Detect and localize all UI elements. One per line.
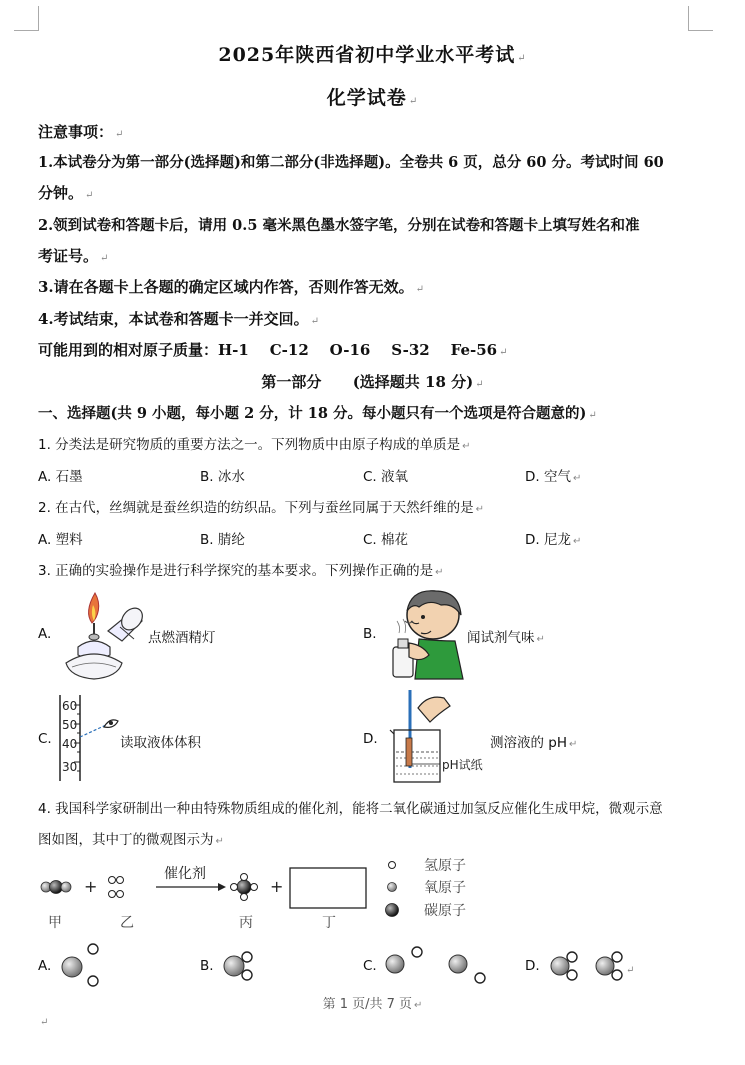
legend-hydrogen: 氢原子 [424, 858, 466, 874]
q1-option-c: C. 液氧 [363, 469, 409, 485]
exam-title-text: 2025年陕西省初中学业水平考试 [218, 44, 516, 66]
part1-heading: 第一部分 (选择题共 18 分) ↵ [261, 373, 484, 391]
q3-option-d-label: D. [363, 731, 378, 747]
plus-sign-2: + [270, 877, 284, 896]
catalyst-label: 催化剂 [164, 866, 206, 882]
notice-item-2: 2.领到试卷和答题卡后，请用 0.5 毫米黑色墨水签字笔，分别在试卷和答题卡上填写姓名和准 [38, 217, 640, 234]
notice-item-3-text: 3.请在各题卡上各题的确定区域内作答，否则作答无效。 [38, 278, 414, 296]
q3-option-c-label: C. [38, 731, 52, 747]
q4-option-c-molecule [383, 940, 493, 990]
q3-option-b-text-span: 闻试剂气味 [467, 630, 535, 646]
q3-option-a-text: 点燃酒精灯 [148, 630, 216, 646]
q4-option-a-label: A. [38, 958, 52, 974]
notice-item-1: 1.本试卷分为第一部分(选择题)和第二部分(非选择题)。全卷共 6 页，总分 60 分。考试时间 60 [38, 154, 664, 171]
q1-stem-text: 1. 分类法是研究物质的重要方法之一。下列物质中由原子构成的单质是 [38, 437, 461, 453]
q2-option-c: C. 棉花 [363, 532, 409, 548]
q4-option-d-label: D. [525, 958, 540, 974]
q3-stem-text: 3. 正确的实验操作是进行科学探究的基本要求。下列操作正确的是 [38, 563, 434, 579]
q3-stem: 3. 正确的实验操作是进行科学探究的基本要求。下列操作正确的是 ↵ [38, 563, 444, 579]
notice-heading: 注意事项： ↵ [38, 123, 124, 141]
q4-stem-line2-text: 图如图，其中丁的微观图示为 [38, 832, 214, 848]
q4-stem-line2: 图如图，其中丁的微观图示为 ↵ [38, 832, 224, 848]
q1-option-d: D. 空气 ↵ [525, 469, 582, 485]
exam-subtitle-text: 化学试卷 [326, 87, 407, 109]
notice-item-2-cont-text: 考证号。 [38, 247, 99, 265]
q4-return-mark: ↵ [626, 965, 635, 976]
scale-mark-50: 50 [62, 718, 78, 732]
atomic-mass-text: 可能用到的相对原子质量：H-1 C-12 O-16 S-32 Fe-56 [38, 341, 498, 359]
q2-stem: 2. 在古代，丝绸就是蚕丝织造的纺织品。下列与蚕丝同属于天然纤维的是 ↵ [38, 500, 485, 516]
alcohol-lamp-illustration [58, 585, 148, 685]
q2-stem-text: 2. 在古代，丝绸就是蚕丝织造的纺织品。下列与蚕丝同属于天然纤维的是 [38, 500, 474, 516]
label-jia: 甲 [48, 915, 62, 931]
crop-mark-top-left [14, 6, 39, 31]
page-footer-text: 第 1 页/共 7 页 [322, 997, 413, 1012]
notice-item-1-cont: 分钟。 ↵ [38, 184, 94, 202]
graduated-cylinder-illustration [56, 693, 122, 783]
q3-option-a-label: A. [38, 626, 52, 642]
product-box [290, 868, 366, 908]
q4-option-d-molecule [545, 940, 635, 990]
q4-stem-line1: 4. 我国科学家研制出一种由特殊物质组成的催化剂，能将二氧化碳通过加氢反应催化生成甲烷，微观示意 [38, 801, 663, 817]
q1-option-d-text: D. 空气 [525, 469, 571, 485]
notice-item-1-cont-text: 分钟。 [38, 184, 84, 202]
label-yi: 乙 [120, 915, 134, 931]
q2-option-b: B. 腈纶 [200, 532, 245, 548]
exam-title: 2025年陕西省初中学业水平考试 ↵ [218, 44, 527, 66]
q2-option-d-text: D. 尼龙 [525, 532, 571, 548]
notice-item-4-text: 4.考试结束，本试卷和答题卡一并交回。 [38, 310, 309, 328]
crop-mark-top-right [688, 6, 713, 31]
q1-option-b: B. 冰水 [200, 469, 245, 485]
atomic-mass-line: 可能用到的相对原子质量：H-1 C-12 O-16 S-32 Fe-56 ↵ [38, 341, 508, 359]
q1-stem: 1. 分类法是研究物质的重要方法之一。下列物质中由原子构成的单质是 ↵ [38, 437, 471, 453]
ph-test-illustration [384, 686, 494, 788]
legend-carbon: 碳原子 [424, 903, 466, 919]
ph-paper-label: pH试纸 [442, 758, 483, 772]
label-ding: 丁 [322, 915, 336, 931]
q1-option-a: A. 石墨 [38, 469, 83, 485]
q4-option-c-label: C. [363, 958, 377, 974]
q4-option-b-molecule [220, 940, 270, 990]
q3-option-d-text: 测溶液的 pH ↵ [490, 735, 578, 751]
q3-option-d-text-span: 测溶液的 pH [490, 735, 568, 751]
exam-subtitle: 化学试卷 ↵ [326, 87, 419, 109]
section-heading-text: 一、选择题(共 9 小题，每小题 2 分，计 18 分。每小题只有一个选项是符合题意的) [38, 405, 587, 422]
final-return-mark: ↵ [40, 1017, 49, 1028]
notice-item-2-cont: 考证号。 ↵ [38, 247, 109, 265]
scale-mark-40: 40 [62, 737, 78, 751]
part1-heading-text: 第一部分 (选择题共 18 分) [261, 373, 474, 391]
q3-option-c-text: 读取液体体积 [120, 735, 201, 751]
plus-sign-1: + [84, 877, 98, 896]
q2-option-d: D. 尼龙 ↵ [525, 532, 582, 548]
legend-oxygen: 氧原子 [424, 880, 466, 896]
q3-option-b-label: B. [363, 626, 377, 642]
smelling-reagent-illustration [385, 585, 467, 680]
q2-option-a: A. 塑料 [38, 532, 83, 548]
notice-heading-text: 注意事项： [38, 123, 114, 141]
q4-option-b-label: B. [200, 958, 214, 974]
q4-option-a-molecule [58, 940, 108, 990]
page-footer: 第 1 页/共 7 页 ↵ [322, 997, 423, 1012]
notice-item-3: 3.请在各题卡上各题的确定区域内作答，否则作答无效。 ↵ [38, 278, 425, 296]
section-heading: 一、选择题(共 9 小题，每小题 2 分，计 18 分。每小题只有一个选项是符合题意的) ↵ [38, 405, 597, 422]
reaction-diagram [34, 850, 484, 932]
notice-item-4: 4.考试结束，本试卷和答题卡一并交回。 ↵ [38, 310, 320, 328]
scale-mark-60: 60 [62, 699, 78, 713]
label-bing: 丙 [239, 915, 253, 931]
q3-option-b-text: 闻试剂气味 ↵ [467, 630, 545, 646]
scale-mark-30: 30 [62, 760, 78, 774]
